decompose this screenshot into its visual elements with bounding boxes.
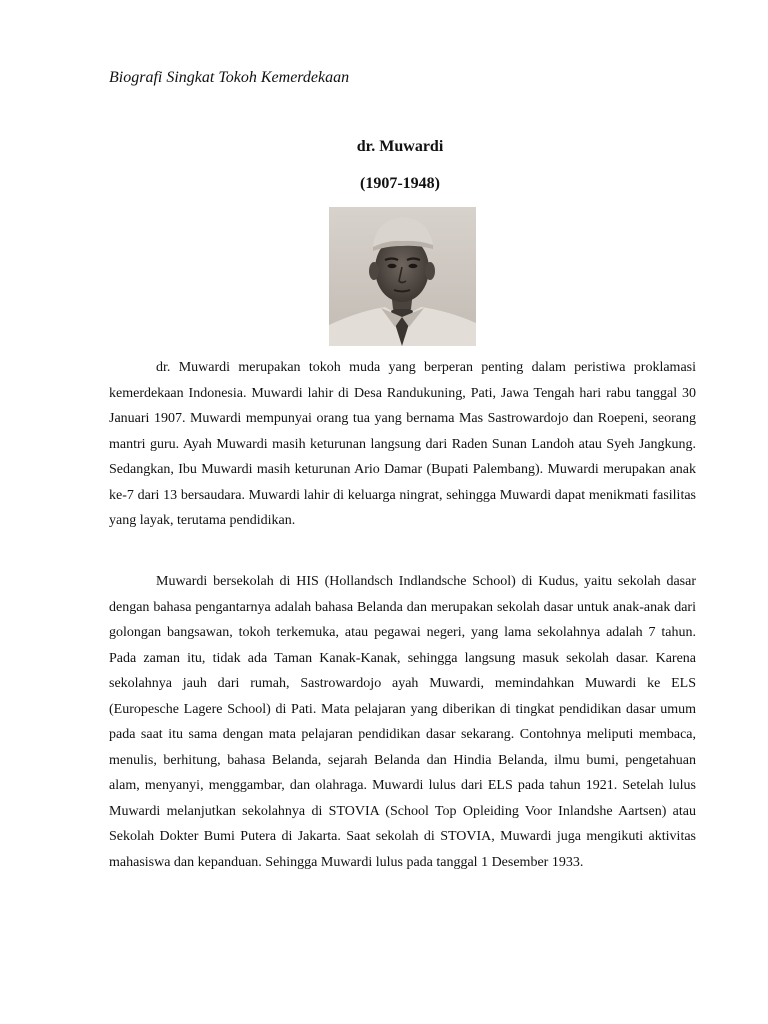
paragraph-2: Muwardi bersekolah di HIS (Hollandsch Indlandsche School) di Kudus, yaitu sekolah dasar dengan bahasa pengantarnya adalah bahasa Belanda dan merupakan sekolah dasar untuk anak-anak dari golongan bangsawan, tokoh terkemuka, atau pegawai negeri, yang lama sekolahnya adalah 7 tahun. Pada zaman itu, tidak ada Taman Kanak-Kanak, sehingga langsung masuk sekolah dasar. Karena sekolahnya jauh dari rumah, Sastrowardojo ayah Muwardi, memindahkan Muwardi ke ELS (Europesche Lagere School) di Pati. Mata pelajaran yang diberikan di tingkat pendidikan dasar umum pada saat itu sama dengan mata pelajaran pendidikan dasar sekarang. Contohnya meliputi membaca, menulis, berhitung, bahasa Belanda, sejarah Belanda dan Hindia Belanda, ilmu bumi, pengetahuan alam, menyanyi, menggambar, dan olahraga. Muwardi lulus dari ELS pada tahun 1921. Setelah lulus Muwardi melanjutkan sekolahnya di STOVIA (School Top Opleiding Voor Inlandshe Aartsen) atau Sekolah Dokter Bumi Putera di Jakarta. Saat sekolah di STOVIA, Muwardi juga mengikuti aktivitas mahasiswa dan kepanduan. Sehingga Muwardi lulus pada tanggal 1 Desember 1933. — [109, 574, 696, 870]
paragraph-1: dr. Muwardi merupakan tokoh muda yang berperan penting dalam peristiwa proklamasi kemerdekaan Indonesia. Muwardi lahir di Desa Randukuning, Pati, Jawa Tengah hari rabu tanggal 30 Januari 1907. Muwardi mempunyai orang tua yang bernama Mas Sastrowardojo dan Roepeni, seorang mantri guru. Ayah Muwardi masih keturunan langsung dari Raden Sunan Landoh atau Syeh Jangkung. Sedangkan, Ibu Muwardi masih keturunan Ario Damar (Bupati Palembang). Muwardi merupakan anak ke-7 dari 13 bersaudara. Muwardi lahir di keluarga ningrat, sehingga Muwardi dapat menikmati fasilitas yang layak, terutama pendidikan. — [109, 360, 696, 528]
portrait-photo — [329, 207, 476, 346]
header-label: Biografi Singkat Tokoh Kemerdekaan — [109, 69, 350, 86]
person-years: (1907-1948) — [360, 175, 440, 192]
person-name-title: dr. Muwardi — [356, 138, 444, 155]
portrait-image — [329, 207, 476, 346]
